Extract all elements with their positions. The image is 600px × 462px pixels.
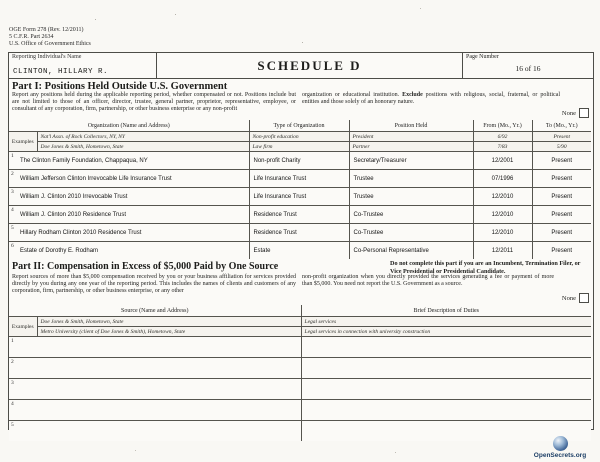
row-number: 5 (11, 422, 14, 428)
to-cell: Present (532, 188, 591, 206)
part1-row (9, 170, 591, 188)
example-to: Present (532, 132, 591, 142)
col-header-from: From (Mo., Yr.) (473, 120, 532, 132)
type-cell: Residence Trust (249, 224, 349, 242)
org-cell (9, 206, 249, 224)
row-number: 2 (11, 359, 14, 365)
opensecrets-logo (528, 436, 592, 459)
position-cell: Trustee (349, 170, 473, 188)
type-cell: Estate (249, 242, 349, 260)
examples-label: Examples (9, 132, 37, 152)
row-number: 6 (11, 243, 14, 249)
duties-cell (301, 400, 591, 421)
part1-instructions-right-post: positions with religious, social, fraternal, or political entities and those solely of an honorary nature. (302, 92, 560, 106)
part1-instructions-exclude: Exclude (402, 92, 423, 98)
part1-instructions (9, 92, 593, 120)
duties-cell (301, 379, 591, 400)
part2-instructions-left: Report sources of more than $5,000 compensation received by you or your business affiliation for services provided directly by you during any one year of the reporting period. This includes the names of clients and customers of any corporation, firm, partnership, or other business enterprise, or any other (12, 274, 296, 295)
example-from: 6/92 (473, 132, 532, 142)
example-org: Nat'l Assn. of Rock Collectors, NY, NY (37, 132, 249, 142)
position-cell: Co-Personal Representative (349, 242, 473, 260)
to-cell: Present (532, 152, 591, 170)
row-number: 4 (11, 401, 14, 407)
form-ref-line: OGE Form 278 (Rev. 12/2011) (9, 27, 84, 33)
part1-none-checkbox (579, 108, 589, 118)
type-cell: Non-profit Charity (249, 152, 349, 170)
example-source: Doe Jones & Smith, Hometown, State (37, 317, 301, 327)
part1-row (9, 206, 591, 224)
part1-example-row (9, 142, 591, 152)
part2-heading: Part II: Compensation in Excess of $5,000 Paid by One Source (12, 261, 279, 272)
example-type: Non-profit education (249, 132, 349, 142)
examples-label: Examples (9, 317, 37, 337)
duties-cell (301, 358, 591, 379)
col-header-duties: Brief Description of Duties (301, 305, 591, 317)
org-text: The Clinton Family Foundation, Chappaqua, NY (20, 157, 148, 164)
schedule-d-form (8, 52, 594, 430)
col-header-organization: Organization (Name and Address) (9, 120, 249, 132)
reporting-individual-cell (9, 53, 157, 78)
part2-example-row (9, 317, 591, 327)
part1-instructions-left: Report any positions held during the applicable reporting period, whether compensated or not. Positions include but are not limited to those of an officer, director, trustee, general partner, proprietor, representative, employee, or consultant of any corporation, firm, partnership, or other business enterprise or any non-profit (12, 92, 296, 113)
org-text: Hillary Rodham Clinton 2010 Residence Trust (20, 229, 142, 236)
part2-header-section (9, 259, 593, 305)
form-ref-line: U.S. Office of Government Ethics (9, 41, 91, 48)
type-cell: Residence Trust (249, 206, 349, 224)
example-type: Law firm (249, 142, 349, 152)
schedule-title: SCHEDULE D (257, 57, 362, 73)
part2-notice: Do not complete this part if you are an Incumbent, Termination Filer, or Vice Presidential or Presidential Candidate. (390, 260, 581, 275)
form-header (9, 53, 593, 79)
from-cell: 12/2010 (473, 188, 532, 206)
example-to: 5/90 (532, 142, 591, 152)
org-cell (9, 242, 249, 260)
example-org: Doe Jones & Smith, Hometown, State (37, 142, 249, 152)
from-cell: 07/1996 (473, 170, 532, 188)
row-number: 2 (11, 171, 14, 177)
source-cell (9, 421, 301, 442)
org-cell (9, 152, 249, 170)
row-number: 3 (11, 380, 14, 386)
position-cell: Trustee (349, 188, 473, 206)
example-from: 7/83 (473, 142, 532, 152)
example-position: Partner (349, 142, 473, 152)
to-cell: Present (532, 224, 591, 242)
part1-row (9, 242, 591, 260)
col-header-to: To (Mo., Yr.) (532, 120, 591, 132)
part1-header-row (9, 120, 591, 132)
part2-none-label: None (561, 294, 576, 302)
part2-table (9, 305, 591, 441)
col-header-source: Source (Name and Address) (9, 305, 301, 317)
part1-row (9, 152, 591, 170)
page-number-cell (462, 53, 593, 78)
example-duties: Legal services (301, 317, 591, 327)
reporting-individual-name: CLINTON, HILLARY R. (13, 68, 109, 76)
col-header-type: Type of Organization (249, 120, 349, 132)
position-cell: Secretary/Treasurer (349, 152, 473, 170)
org-text: Estate of Dorothy E. Rodham (20, 247, 99, 254)
row-number: 1 (11, 153, 14, 159)
part1-instructions-right (302, 92, 560, 106)
part1-none (562, 108, 589, 118)
row-number: 1 (11, 338, 14, 344)
org-cell (9, 188, 249, 206)
opensecrets-globe-icon (553, 436, 568, 451)
part1-row (9, 224, 591, 242)
row-number: 5 (11, 225, 14, 231)
form-ref-line: 5 C.F.R. Part 2634 (9, 34, 54, 41)
part1-table (9, 120, 591, 259)
part1-example-row (9, 132, 591, 142)
reporting-individual-label: Reporting Individual's Name (12, 54, 82, 60)
part1-instructions-right-pre: organization or educational institution. (302, 92, 403, 98)
part2-instructions-right: non-profit organization when you directly provided the services generating a fee or payment of more than $5,000. You need not report the U.S. Government as a source. (302, 274, 554, 288)
org-text: William Jefferson Clinton Irrevocable Life Insurance Trust (20, 175, 172, 182)
page-number-value: 16 of 16 (515, 64, 541, 73)
to-cell: Present (532, 206, 591, 224)
example-duties: Legal services in connection with university construction (301, 327, 591, 337)
col-header-position: Position Held (349, 120, 473, 132)
row-number: 3 (11, 189, 14, 195)
part2-header-row (9, 305, 591, 317)
org-cell (9, 170, 249, 188)
type-cell: Life Insurance Trust (249, 188, 349, 206)
source-cell (9, 400, 301, 421)
part2-row (9, 400, 591, 421)
example-position: President (349, 132, 473, 142)
from-cell: 12/2001 (473, 152, 532, 170)
source-cell (9, 358, 301, 379)
org-text: William J. Clinton 2010 Residence Trust (20, 211, 127, 218)
opensecrets-logo-text: OpenSecrets.org (533, 452, 587, 459)
to-cell: Present (532, 242, 591, 260)
part1-row (9, 188, 591, 206)
org-cell (9, 224, 249, 242)
duties-cell (301, 337, 591, 358)
position-cell: Co-Trustee (349, 206, 473, 224)
from-cell: 12/2011 (473, 242, 532, 260)
source-cell (9, 337, 301, 358)
part2-none (562, 293, 589, 303)
part2-row (9, 421, 591, 442)
row-number: 4 (11, 207, 14, 213)
part1-none-label: None (561, 109, 576, 117)
position-cell: Co-Trustee (349, 224, 473, 242)
from-cell: 12/2010 (473, 206, 532, 224)
page-number-label: Page Number (466, 54, 499, 60)
part2-none-checkbox (579, 293, 589, 303)
form-reference-block (9, 27, 91, 49)
part2-row (9, 337, 591, 358)
part2-row (9, 379, 591, 400)
scan-noise (0, 0, 1, 1)
type-cell: Life Insurance Trust (249, 170, 349, 188)
part2-row (9, 358, 591, 379)
part1-heading: Part I: Positions Held Outside U.S. Government (12, 81, 228, 92)
org-text: William J. Clinton 2010 Irrevocable Trust (20, 193, 128, 200)
to-cell: Present (532, 170, 591, 188)
part2-example-row (9, 327, 591, 337)
from-cell: 12/2010 (473, 224, 532, 242)
source-cell (9, 379, 301, 400)
example-source: Metro University (client of Doe Jones & Smith), Hometown, State (37, 327, 301, 337)
